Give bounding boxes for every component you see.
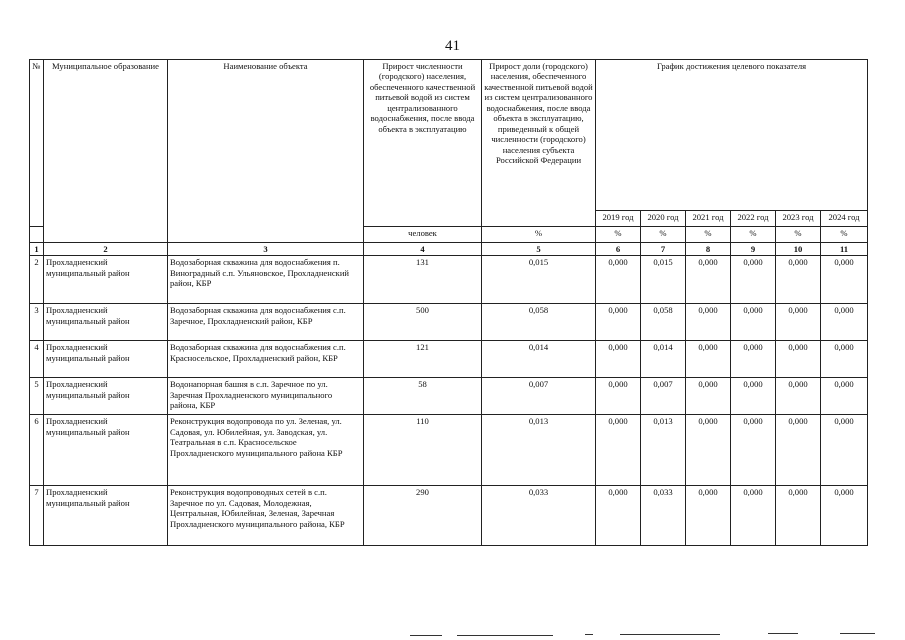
cell-population: 500 [364,304,482,341]
column-number: 5 [482,243,596,256]
unit-percent: % [641,227,686,243]
cell-y2022: 0,000 [731,256,776,304]
unit-percent: % [686,227,731,243]
cell-y2021: 0,000 [686,415,731,486]
cell-no: 2 [30,256,44,304]
cell-municipality: Прохладненский муниципальный район [44,415,168,486]
header-year: 2019 год [596,211,641,227]
cell-y2023: 0,000 [776,415,821,486]
cell-no: 6 [30,415,44,486]
cell-y2024: 0,000 [821,486,868,546]
cell-y2024: 0,000 [821,415,868,486]
cell-y2019: 0,000 [596,486,641,546]
cell-share: 0,033 [482,486,596,546]
cell-object: Водозаборная скважина для водоснабжения с.п. Заречное, Прохладненский район, КБР [168,304,364,341]
cell-share: 0,013 [482,415,596,486]
cell-share: 0,058 [482,304,596,341]
cell-object: Водозаборная скважина для водоснабжения с.п. Красносельское, Прохладненский район, КБР [168,341,364,378]
header-year: 2022 год [731,211,776,227]
cell-y2020: 0,058 [641,304,686,341]
column-number: 11 [821,243,868,256]
scan-artifact [410,635,442,636]
unit-blank [30,227,44,243]
column-number: 6 [596,243,641,256]
unit-percent: % [776,227,821,243]
cell-y2023: 0,000 [776,486,821,546]
column-number: 9 [731,243,776,256]
header-year: 2024 год [821,211,868,227]
cell-y2020: 0,007 [641,378,686,415]
cell-no: 4 [30,341,44,378]
header-no: № [30,60,44,227]
cell-y2019: 0,000 [596,304,641,341]
target-indicator-table [29,59,868,546]
cell-y2022: 0,000 [731,341,776,378]
header-year: 2021 год [686,211,731,227]
unit-percent: % [482,227,596,243]
header-year: 2023 год [776,211,821,227]
cell-y2024: 0,000 [821,378,868,415]
table-row [30,378,868,415]
header-population: Прирост численности (городского) населения, обеспеченного качественной питьевой водой из систем централизованного водоснабжения, после ввода объекта в эксплуатацию [364,60,482,227]
page-number: 41 [445,38,460,54]
header-year: 2020 год [641,211,686,227]
table-row [30,341,868,378]
column-number: 2 [44,243,168,256]
table-row [30,256,868,304]
header-share: Прирост доли (городского) населения, обеспеченного качественной питьевой водой из систем централизованного водоснабжения, после ввода объекта в эксплуатацию, приведенный к общей численности (городского) населения субъекта Российской Федерации [482,60,596,227]
cell-population: 131 [364,256,482,304]
cell-y2024: 0,000 [821,256,868,304]
cell-share: 0,007 [482,378,596,415]
cell-no: 7 [30,486,44,546]
cell-y2022: 0,000 [731,378,776,415]
cell-y2021: 0,000 [686,256,731,304]
cell-y2024: 0,000 [821,304,868,341]
column-number: 1 [30,243,44,256]
cell-y2022: 0,000 [731,415,776,486]
cell-population: 58 [364,378,482,415]
cell-population: 290 [364,486,482,546]
unit-percent: % [731,227,776,243]
column-number: 3 [168,243,364,256]
column-number: 7 [641,243,686,256]
cell-y2021: 0,000 [686,341,731,378]
column-number: 10 [776,243,821,256]
cell-y2023: 0,000 [776,256,821,304]
header-municipality: Муниципальное образование [44,60,168,243]
cell-y2022: 0,000 [731,304,776,341]
scan-artifact [585,634,593,635]
cell-object: Реконструкция водопроводных сетей в с.п. Заречное по ул. Садовая, Молодежная, Центральная, Юбилейная, Зеленая, Заречная Прохладненского муниципального района, КБР [168,486,364,546]
cell-population: 121 [364,341,482,378]
cell-object: Водонапорная башня в с.п. Заречное по ул. Заречная Прохладненского муниципального района, КБР [168,378,364,415]
unit-people: человек [364,227,482,243]
cell-y2019: 0,000 [596,415,641,486]
cell-y2021: 0,000 [686,378,731,415]
header-object: Наименование объекта [168,60,364,243]
scan-artifact [840,633,875,634]
cell-y2019: 0,000 [596,341,641,378]
table-row [30,486,868,546]
cell-y2023: 0,000 [776,341,821,378]
header-schedule: График достижения целевого показателя [596,60,868,211]
column-numbers-row [30,243,868,256]
column-number: 4 [364,243,482,256]
cell-y2019: 0,000 [596,378,641,415]
cell-population: 110 [364,415,482,486]
unit-percent: % [596,227,641,243]
scan-artifact [768,633,798,634]
cell-y2020: 0,013 [641,415,686,486]
cell-y2021: 0,000 [686,304,731,341]
cell-object: Водозаборная скважина для водоснабжения п. Виноградный с.п. Ульяновское, Прохладненский район, КБР [168,256,364,304]
cell-municipality: Прохладненский муниципальный район [44,304,168,341]
cell-object: Реконструкция водопровода по ул. Зеленая, ул. Садовая, ул. Юбилейная, ул. Заводская, ул. Театральная в с.п. Красносельское Прохладненского муниципального района КБР [168,415,364,486]
cell-y2023: 0,000 [776,378,821,415]
cell-y2020: 0,015 [641,256,686,304]
column-number: 8 [686,243,731,256]
table-row [30,304,868,341]
scan-artifact [620,634,720,635]
table-header [30,60,868,256]
cell-municipality: Прохладненский муниципальный район [44,256,168,304]
cell-y2019: 0,000 [596,256,641,304]
cell-y2023: 0,000 [776,304,821,341]
cell-no: 3 [30,304,44,341]
table-body [30,256,868,546]
unit-percent: % [821,227,868,243]
table-row [30,415,868,486]
cell-no: 5 [30,378,44,415]
cell-municipality: Прохладненский муниципальный район [44,378,168,415]
cell-y2020: 0,033 [641,486,686,546]
scan-artifact [457,635,553,636]
cell-municipality: Прохладненский муниципальный район [44,486,168,546]
cell-municipality: Прохладненский муниципальный район [44,341,168,378]
cell-share: 0,014 [482,341,596,378]
cell-y2024: 0,000 [821,341,868,378]
cell-share: 0,015 [482,256,596,304]
cell-y2021: 0,000 [686,486,731,546]
cell-y2020: 0,014 [641,341,686,378]
cell-y2022: 0,000 [731,486,776,546]
